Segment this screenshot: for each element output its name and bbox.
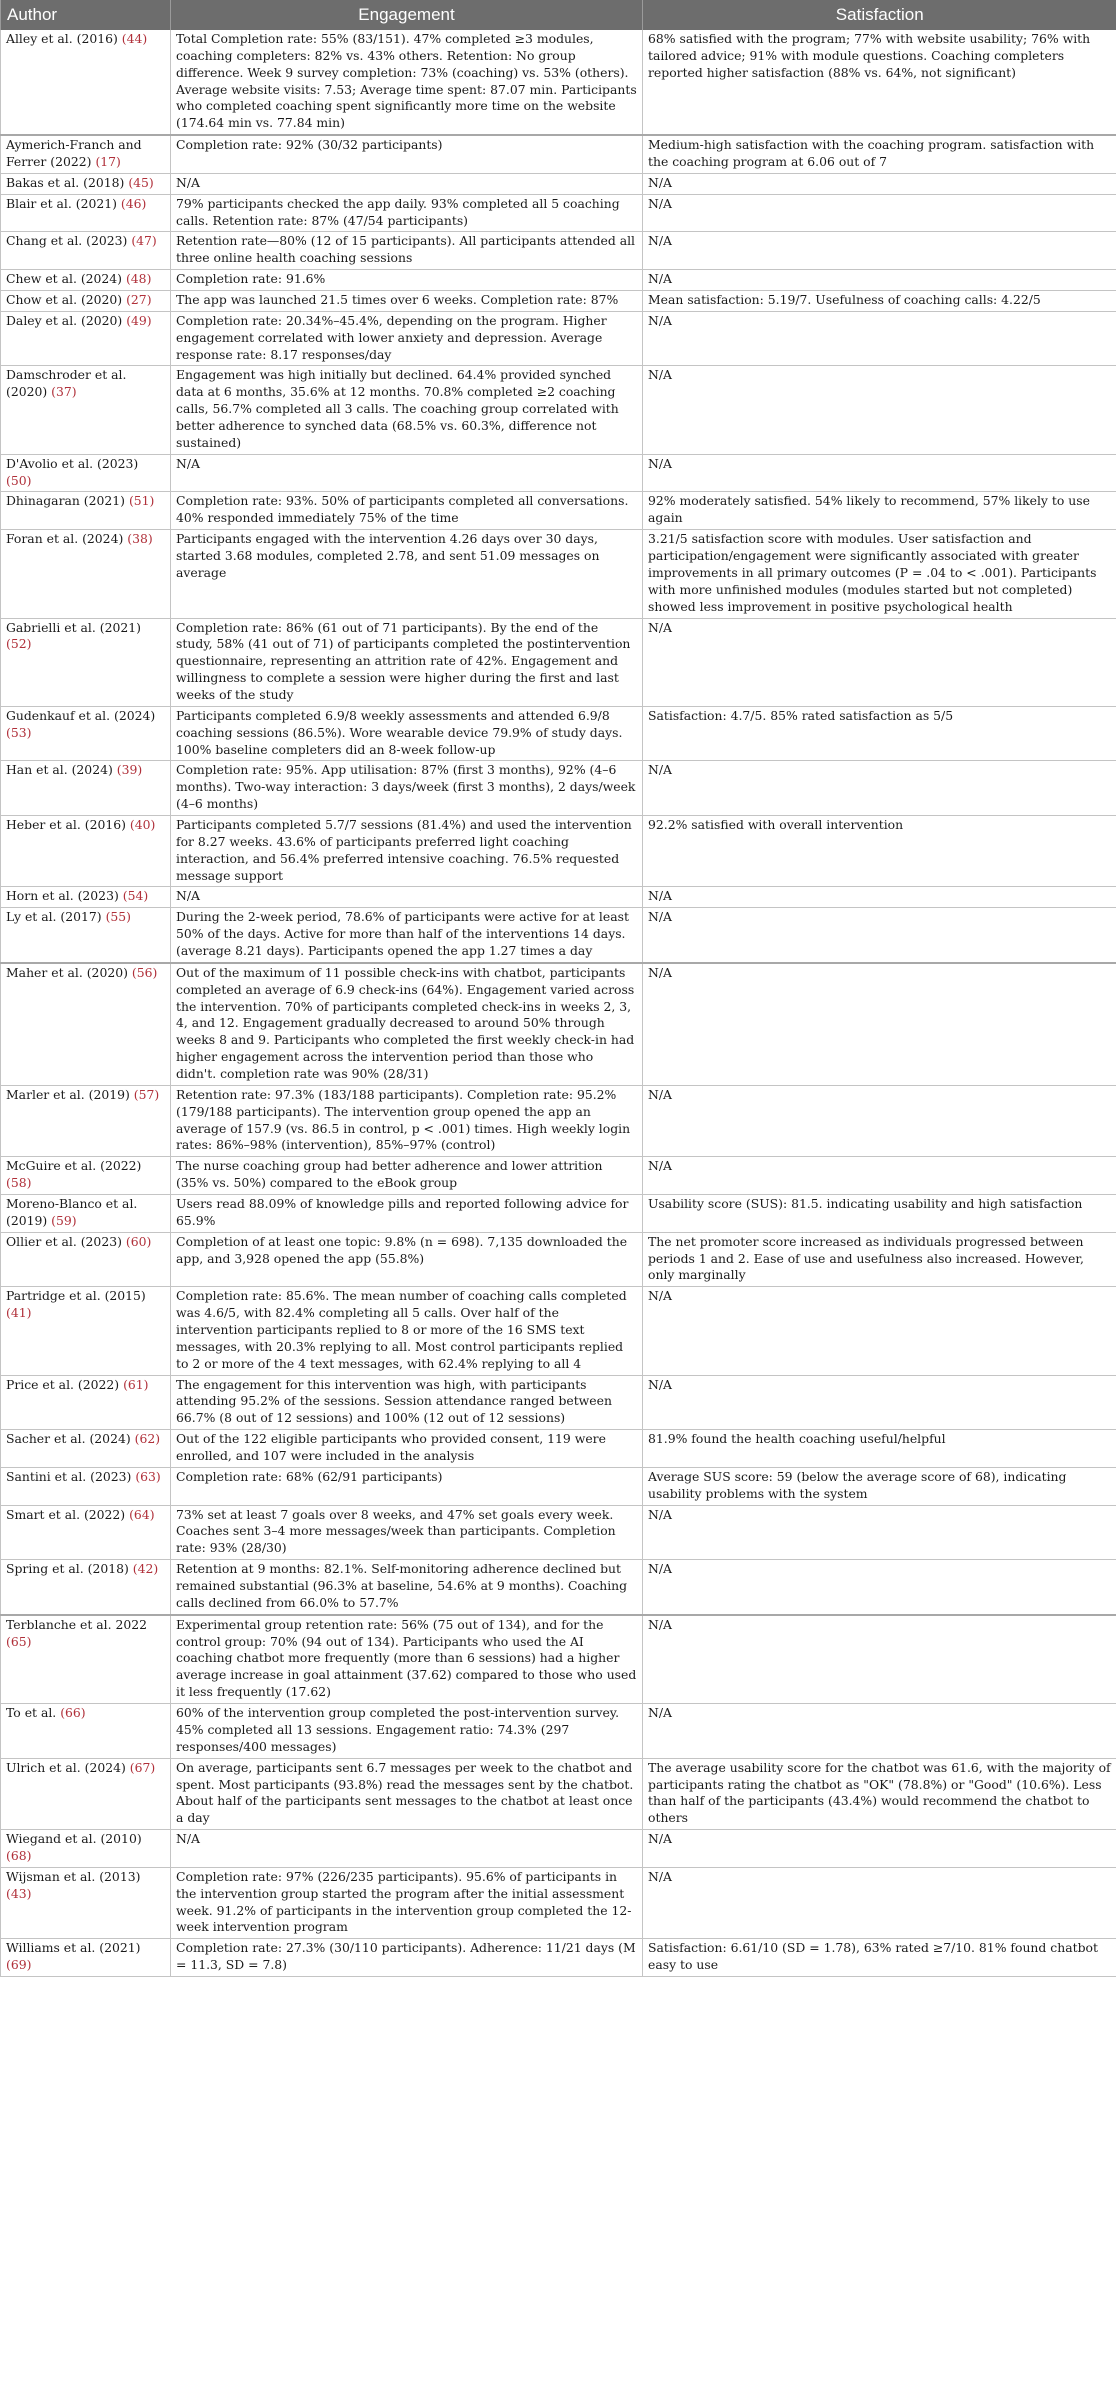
author-name: Dhinagaran (2021) <box>6 493 129 509</box>
author-cell <box>1 291 171 312</box>
author-name: Terblanche et al. 2022 <box>6 1616 148 1632</box>
author-cell <box>1 618 171 706</box>
author-cell <box>1 1758 171 1829</box>
author-name: Spring et al. (2018) <box>6 1561 133 1577</box>
engagement-cell: Engagement was high initially but declined. 64.4% provided synched data at 6 months, 35.6% at 12 months. 70.8% completed ≥2 coaching calls, 56.7% completed all 3 calls. The coaching group correlated with better adherence to synched data (68.5% vs. 60.3%, difference not sustained) <box>171 366 643 454</box>
author-name: Chang et al. (2023) <box>6 233 132 249</box>
author-name: Moreno-Blanco et al. (2019) <box>6 1196 138 1228</box>
author-cell <box>1 1615 171 1704</box>
author-name: Williams et al. (2021) <box>6 1940 141 1956</box>
satisfaction-cell: 92.2% satisfied with overall intervention <box>643 815 1116 886</box>
engagement-cell: Total Completion rate: 55% (83/151). 47% completed ≥3 modules, coaching completers: 82% vs. 43% others. Retention: No group difference. Week 9 survey completion: 73% (coaching) vs. 53% (others). Average website visits: 7.53; Average time spent: 87.07 min. Participants who completed coaching spent significantly more time on the website (174.64 min vs. 77.84 min) <box>171 30 643 135</box>
engagement-cell: 79% participants checked the app daily. 93% completed all 5 coaching calls. Retention rate: 87% (47/54 participants) <box>171 194 643 232</box>
author-name: McGuire et al. (2022) <box>6 1158 142 1174</box>
table-row <box>1 1505 1116 1560</box>
author-cell <box>1 1195 171 1233</box>
satisfaction-cell: N/A <box>643 1560 1116 1615</box>
engagement-cell: The nurse coaching group had better adherence and lower attrition (35% vs. 50%) compared to the eBook group <box>171 1157 643 1195</box>
satisfaction-cell: Average SUS score: 59 (below the average score of 68), indicating usability problems with the system <box>643 1467 1116 1505</box>
table-row <box>1 291 1116 312</box>
reference-link[interactable]: (41) <box>6 1305 32 1321</box>
author-cell <box>1 1560 171 1615</box>
author-cell <box>1 908 171 963</box>
author-name: Horn et al. (2023) <box>6 888 123 904</box>
author-cell <box>1 1375 171 1430</box>
engagement-cell: During the 2-week period, 78.6% of participants were active for at least 50% of the days. Active for more than half of the interventions 14 days. (average 8.21 days). Participants opened the app 1.27 times a day <box>171 908 643 963</box>
author-cell <box>1 1505 171 1560</box>
table-row <box>1 815 1116 886</box>
reference-link[interactable]: (39) <box>116 762 143 778</box>
table-row <box>1 1704 1116 1759</box>
engagement-cell: Completion rate: 86% (61 out of 71 participants). By the end of the study, 58% (41 out of 71) of participants completed the postintervention questionnaire, representing an attrition rate of 42%. Engagement and willingness to complete a session were higher during the first and last weeks of the study <box>171 618 643 706</box>
table-row <box>1 530 1116 618</box>
reference-link[interactable]: (44) <box>121 31 148 46</box>
author-cell <box>1 963 171 1086</box>
reference-link[interactable]: (60) <box>125 1233 152 1249</box>
reference-link[interactable]: (59) <box>51 1212 77 1228</box>
reference-link[interactable]: (17) <box>95 154 121 170</box>
table-row <box>1 135 1116 173</box>
author-cell <box>1 1430 171 1468</box>
author-name: Gudenkauf et al. (2024) <box>6 707 156 723</box>
table-row <box>1 1560 1116 1615</box>
table-row <box>1 311 1116 366</box>
engagement-cell: Participants completed 6.9/8 weekly assessments and attended 6.9/8 coaching sessions (86.5%). Wore wearable device 79.9% of study days. 100% baseline completers did an 8-week follow-up <box>171 706 643 761</box>
satisfaction-cell: N/A <box>643 311 1116 366</box>
table-row <box>1 1287 1116 1375</box>
author-cell <box>1 1867 171 1938</box>
author-cell <box>1 454 171 492</box>
author-cell <box>1 815 171 886</box>
table-row <box>1 761 1116 816</box>
engagement-cell: On average, participants sent 6.7 messages per week to the chatbot and spent. Most participants (93.8%) read the messages sent by the chatbot. About half of the participants sent messages to the chatbot at least once a day <box>171 1758 643 1829</box>
reference-link[interactable]: (42) <box>132 1561 159 1577</box>
satisfaction-cell: The average usability score for the chatbot was 61.6, with the majority of participants rating the chatbot as "OK" (78.8%) or "Good" (10.6%). Less than half of the participants (43.4%) would recommend the chatbot to others <box>643 1758 1116 1829</box>
reference-link[interactable]: (53) <box>6 724 32 740</box>
table-body <box>1 30 1116 1976</box>
reference-link[interactable]: (56) <box>131 964 158 980</box>
engagement-cell: Completion rate: 85.6%. The mean number of coaching calls completed was 4.6/5, with 82.4% completing all 5 calls. Over half of the intervention participants replied to 8 or more of the 16 SMS text messages, with 20.3% replying to all. Most control participants replied to 2 or more of the 4 text messages, with 62.4% replying to all 4 <box>171 1287 643 1375</box>
reference-link[interactable]: (61) <box>123 1376 149 1392</box>
reference-link[interactable]: (50) <box>6 472 32 488</box>
engagement-cell: Completion rate: 68% (62/91 participants) <box>171 1467 643 1505</box>
reference-link[interactable]: (49) <box>126 312 152 328</box>
author-name: Foran et al. (2024) <box>6 531 128 547</box>
engagement-cell: Out of the maximum of 11 possible check-ins with chatbot, participants completed an average of 6.9 check-ins (64%). Engagement varied across the intervention. 70% of participants completed check-ins in weeks 2, 3, 4, and 12. Engagement gradually decreased to around 50% through weeks 8 and 9. Participants who completed the first weekly check-in had higher engagement across the intervention period than those who didn't. completion rate was 90% (28/31) <box>171 963 643 1086</box>
engagement-cell: Completion rate: 27.3% (30/110 participants). Adherence: 11/21 days (M = 11.3, SD = 7.8) <box>171 1939 643 1977</box>
satisfaction-cell: N/A <box>643 1287 1116 1375</box>
engagement-cell: Retention rate—80% (12 of 15 participants). All participants attended all three online health coaching sessions <box>171 232 643 270</box>
satisfaction-cell: N/A <box>643 618 1116 706</box>
satisfaction-cell: N/A <box>643 1085 1116 1156</box>
author-name: Alley et al. (2016) <box>6 31 122 46</box>
author-name: Ulrich et al. (2024) <box>6 1759 130 1775</box>
satisfaction-cell: N/A <box>643 887 1116 908</box>
author-name: Daley et al. (2020) <box>6 312 127 328</box>
reference-link[interactable]: (66) <box>60 1705 86 1721</box>
reference-link[interactable]: (47) <box>131 233 157 249</box>
engagement-cell: 60% of the intervention group completed the post-intervention survey. 45% completed all 13 sessions. Engagement ratio: 74.3% (297 responses/400 messages) <box>171 1704 643 1759</box>
satisfaction-cell: Usability score (SUS): 81.5. indicating usability and high satisfaction <box>643 1195 1116 1233</box>
engagement-cell: Completion rate: 95%. App utilisation: 87% (first 3 months), 92% (4–6 months). Two-way interaction: 3 days/week (first 3 months), 2 days/week (4–6 months) <box>171 761 643 816</box>
table-row <box>1 194 1116 232</box>
author-cell <box>1 135 171 173</box>
satisfaction-cell: N/A <box>643 963 1116 1086</box>
reference-link[interactable]: (45) <box>128 174 154 190</box>
table-row <box>1 618 1116 706</box>
engagement-cell: N/A <box>171 1830 643 1868</box>
engagement-cell: Participants completed 5.7/7 sessions (81.4%) and used the intervention for 8.27 weeks. 43.6% of participants preferred light coaching interaction, and 56.4% preferred intensive coaching. 76.5% requested message support <box>171 815 643 886</box>
table-row <box>1 366 1116 454</box>
reference-link[interactable]: (38) <box>127 531 153 547</box>
reference-link[interactable]: (57) <box>133 1086 160 1102</box>
satisfaction-cell: N/A <box>643 1867 1116 1938</box>
author-cell <box>1 1830 171 1868</box>
reference-link[interactable]: (55) <box>105 909 132 925</box>
reference-link[interactable]: (64) <box>129 1506 155 1522</box>
reference-link[interactable]: (69) <box>6 1957 32 1973</box>
satisfaction-cell: Mean satisfaction: 5.19/7. Usefulness of coaching calls: 4.22/5 <box>643 291 1116 312</box>
satisfaction-cell: N/A <box>643 173 1116 194</box>
engagement-cell: Completion rate: 91.6% <box>171 270 643 291</box>
table-row <box>1 1615 1116 1704</box>
engagement-cell: N/A <box>171 454 643 492</box>
author-name: Chow et al. (2020) <box>6 292 127 308</box>
author-name: Wijsman et al. (2013) <box>6 1868 141 1884</box>
engagement-cell: Retention at 9 months: 82.1%. Self-monitoring adherence declined but remained substantial (96.3% at baseline, 54.6% at 9 months). Coaching calls declined from 66.0% to 57.7% <box>171 1560 643 1615</box>
engagement-cell: Participants engaged with the intervention 4.26 days over 30 days, started 3.68 modules, completed 2.78, and sent 51.09 messages on average <box>171 530 643 618</box>
author-cell <box>1 270 171 291</box>
satisfaction-cell: N/A <box>643 1505 1116 1560</box>
engagement-cell: Completion rate: 92% (30/32 participants) <box>171 135 643 173</box>
author-cell <box>1 887 171 908</box>
table-row <box>1 1467 1116 1505</box>
reference-link[interactable]: (62) <box>134 1431 161 1447</box>
author-name: Han et al. (2024) <box>6 762 117 778</box>
satisfaction-cell: N/A <box>643 1157 1116 1195</box>
author-cell <box>1 1085 171 1156</box>
table-row <box>1 887 1116 908</box>
satisfaction-cell: N/A <box>643 1615 1116 1704</box>
author-name: Gabrielli et al. (2021) <box>6 619 141 635</box>
satisfaction-cell: 3.21/5 satisfaction score with modules. User satisfaction and participation/engagement were significantly associated with greater improvements in all primary outcomes (P = .04 to < .001). Participants with more unfinished modules (modules started but not completed) showed less improvement in positive psychological health <box>643 530 1116 618</box>
table-row <box>1 1375 1116 1430</box>
header-row <box>1 0 1116 30</box>
engagement-cell: Retention rate: 97.3% (183/188 participants). Completion rate: 95.2% (179/188 participants). The intervention group opened the app an average of 157.9 (vs. 86.5 in control, p < .001) times. High weekly login rates: 86%–98% (intervention), 85%–97% (control) <box>171 1085 643 1156</box>
satisfaction-cell: The net promoter score increased as individuals progressed between periods 1 and 2. Ease of use and usefulness also increased. However, only marginally <box>643 1232 1116 1287</box>
engagement-cell: Completion of at least one topic: 9.8% (n = 698). 7,135 downloaded the app, and 3,928 opened the app (55.8%) <box>171 1232 643 1287</box>
table-row <box>1 492 1116 530</box>
author-cell <box>1 366 171 454</box>
author-name: To et al. <box>6 1705 61 1721</box>
table-row <box>1 270 1116 291</box>
satisfaction-cell: N/A <box>643 761 1116 816</box>
author-name: Wiegand et al. (2010) <box>6 1831 142 1847</box>
author-cell <box>1 1704 171 1759</box>
author-name: Heber et al. (2016) <box>6 816 130 832</box>
author-cell <box>1 706 171 761</box>
engagement-cell: The engagement for this intervention was high, with participants attending 95.2% of the sessions. Session attendance ranged between 66.7% (8 out of 12 sessions) and 100% (12 out of 12 sessions) <box>171 1375 643 1430</box>
author-name: Maher et al. (2020) <box>6 964 132 980</box>
engagement-cell: Completion rate: 20.34%–45.4%, depending on the program. Higher engagement correlated with lower anxiety and depression. Average response rate: 8.17 responses/day <box>171 311 643 366</box>
satisfaction-cell: N/A <box>643 366 1116 454</box>
satisfaction-cell: N/A <box>643 1375 1116 1430</box>
table-row <box>1 1758 1116 1829</box>
reference-link[interactable]: (27) <box>126 292 152 308</box>
reference-link[interactable]: (54) <box>122 888 149 904</box>
table-row <box>1 30 1116 135</box>
author-name: Marler et al. (2019) <box>6 1086 134 1102</box>
author-cell <box>1 1232 171 1287</box>
reference-link[interactable]: (40) <box>129 816 156 832</box>
satisfaction-cell: N/A <box>643 270 1116 291</box>
author-cell <box>1 1939 171 1977</box>
reference-link[interactable]: (68) <box>6 1847 32 1863</box>
author-name: Sacher et al. (2024) <box>6 1431 135 1447</box>
engagement-cell: 73% set at least 7 goals over 8 weeks, and 47% set goals every week. Coaches sent 3–4 more messages/week than participants. Completion rate: 93% (28/30) <box>171 1505 643 1560</box>
satisfaction-cell: N/A <box>643 1830 1116 1868</box>
table-row <box>1 1085 1116 1156</box>
author-cell <box>1 194 171 232</box>
author-cell <box>1 1157 171 1195</box>
author-name: Ly et al. (2017) <box>6 909 106 925</box>
reference-link[interactable]: (67) <box>129 1759 156 1775</box>
reference-link[interactable]: (65) <box>6 1633 32 1649</box>
author-name: Santini et al. (2023) <box>6 1468 136 1484</box>
engagement-column-header: Engagement <box>171 0 643 30</box>
engagement-cell: Experimental group retention rate: 56% (75 out of 134), and for the control group: 70% (94 out of 134). Participants who used the AI coaching chatbot more frequently (more than 6 sessions) had a higher average increase in goal attainment (37.62) compared to those who used it less frequently (17.62) <box>171 1615 643 1704</box>
table-row <box>1 1830 1116 1868</box>
engagement-cell: Out of the 122 eligible participants who provided consent, 119 were enrolled, and 107 were included in the analysis <box>171 1430 643 1468</box>
engagement-cell: N/A <box>171 887 643 908</box>
satisfaction-cell: 81.9% found the health coaching useful/helpful <box>643 1430 1116 1468</box>
author-name: Damschroder et al. (2020) <box>6 367 127 400</box>
satisfaction-cell: 68% satisfied with the program; 77% with website usability; 76% with tailored advice; 91% with module questions. Coaching completers reported higher satisfaction (88% vs. 64%, not significant) <box>643 30 1116 135</box>
author-name: Price et al. (2022) <box>6 1376 124 1392</box>
table-row <box>1 1157 1116 1195</box>
satisfaction-cell: N/A <box>643 1704 1116 1759</box>
table-row <box>1 1430 1116 1468</box>
satisfaction-cell: Satisfaction: 6.61/10 (SD = 1.78), 63% rated ≥7/10. 81% found chatbot easy to use <box>643 1939 1116 1977</box>
satisfaction-cell: 92% moderately satisfied. 54% likely to recommend, 57% likely to use again <box>643 492 1116 530</box>
satisfaction-cell: N/A <box>643 194 1116 232</box>
reference-link[interactable]: (48) <box>125 271 152 287</box>
author-cell <box>1 30 171 135</box>
satisfaction-column-header: Satisfaction <box>643 0 1116 30</box>
reference-link[interactable]: (51) <box>128 493 155 509</box>
satisfaction-cell: Medium-high satisfaction with the coaching program. satisfaction with the coaching program at 6.06 out of 7 <box>643 135 1116 173</box>
engagement-cell: N/A <box>171 173 643 194</box>
reference-link[interactable]: (46) <box>120 195 147 211</box>
reference-link[interactable]: (63) <box>135 1468 161 1484</box>
table-row <box>1 173 1116 194</box>
author-name: Smart et al. (2022) <box>6 1506 130 1522</box>
author-cell <box>1 232 171 270</box>
author-column-header: Author <box>1 0 171 30</box>
table-row <box>1 232 1116 270</box>
author-name: Chew et al. (2024) <box>6 271 126 287</box>
author-name: D'Avolio et al. (2023) <box>6 455 139 471</box>
author-name: Ollier et al. (2023) <box>6 1233 126 1249</box>
table-row <box>1 963 1116 1086</box>
table-row <box>1 1867 1116 1938</box>
author-cell <box>1 1467 171 1505</box>
reference-link[interactable]: (58) <box>6 1175 32 1191</box>
author-name: Partridge et al. (2015) <box>6 1288 146 1304</box>
author-cell <box>1 311 171 366</box>
author-cell <box>1 761 171 816</box>
table-row <box>1 706 1116 761</box>
table-row <box>1 1195 1116 1233</box>
satisfaction-cell: Satisfaction: 4.7/5. 85% rated satisfaction as 5/5 <box>643 706 1116 761</box>
reference-link[interactable]: (43) <box>6 1885 32 1901</box>
author-name: Aymerich-Franch and Ferrer (2022) <box>6 137 142 170</box>
table-row <box>1 454 1116 492</box>
reference-link[interactable]: (52) <box>6 636 32 652</box>
satisfaction-cell: N/A <box>643 232 1116 270</box>
author-name: Bakas et al. (2018) <box>6 174 129 190</box>
engagement-cell: Users read 88.09% of knowledge pills and reported following advice for 65.9% <box>171 1195 643 1233</box>
engagement-cell: The app was launched 21.5 times over 6 weeks. Completion rate: 87% <box>171 291 643 312</box>
table-row <box>1 1939 1116 1977</box>
author-cell <box>1 173 171 194</box>
engagement-cell: Completion rate: 93%. 50% of participants completed all conversations. 40% responded immediately 75% of the time <box>171 492 643 530</box>
author-cell <box>1 1287 171 1375</box>
author-cell <box>1 492 171 530</box>
author-name: Blair et al. (2021) <box>6 195 121 211</box>
satisfaction-cell: N/A <box>643 908 1116 963</box>
reference-link[interactable]: (37) <box>51 384 77 400</box>
engagement-cell: Completion rate: 97% (226/235 participants). 95.6% of participants in the intervention group started the program after the initial assessment week. 91.2% of participants in the intervention group completed the 12-week intervention program <box>171 1867 643 1938</box>
satisfaction-cell: N/A <box>643 454 1116 492</box>
table-row <box>1 1232 1116 1287</box>
table-row <box>1 908 1116 963</box>
author-cell <box>1 530 171 618</box>
